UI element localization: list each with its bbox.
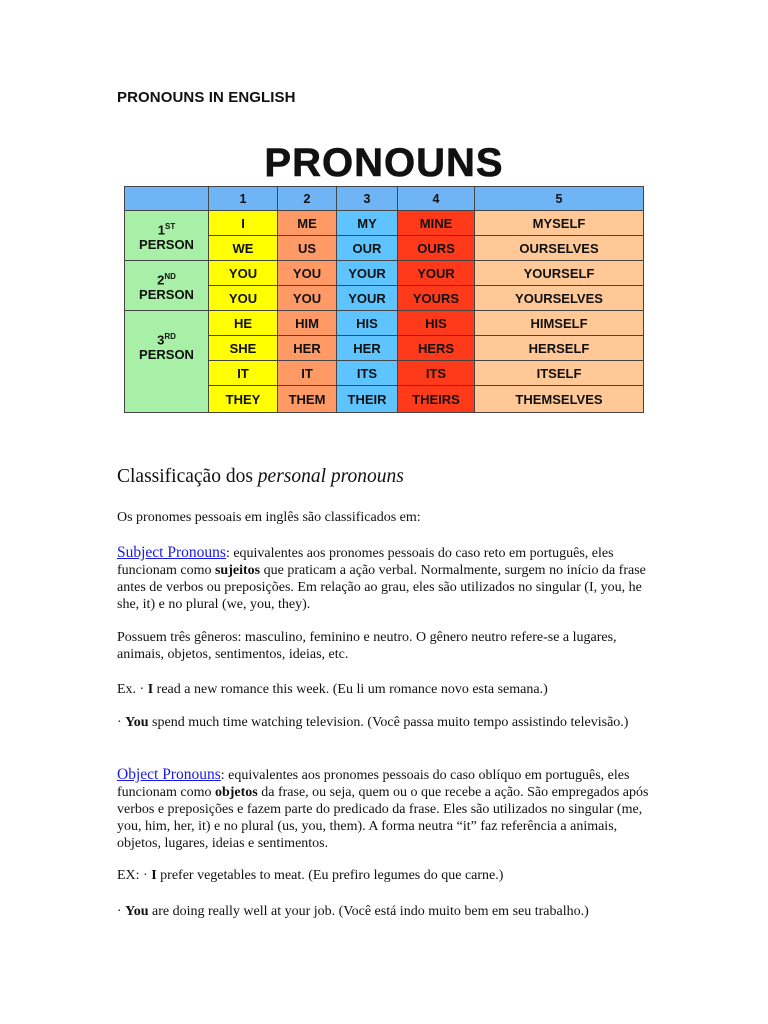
subject-pronouns-link[interactable]: Subject Pronouns [117, 544, 226, 561]
header-cell-empty [125, 187, 209, 211]
table-cell: YOUR [337, 261, 398, 286]
example-2: · You spend much time watching television. (Você passa muito tempo assistindo televisão.) [117, 715, 629, 730]
table-cell: HIS [398, 311, 475, 336]
table-cell: MINE [398, 211, 475, 236]
example-4: · You are doing really well at your job. (Você está indo muito bem em seu trabalho.) [117, 904, 589, 919]
table-cell: ITS [398, 361, 475, 386]
table-cell: YOU [209, 261, 278, 286]
header-cell: 5 [475, 187, 644, 211]
table-cell: OURS [398, 236, 475, 261]
table-cell: HIMSELF [475, 311, 644, 336]
table-cell: HE [209, 311, 278, 336]
table-cell: MY [337, 211, 398, 236]
table-cell: MYSELF [475, 211, 644, 236]
table-cell: THEM [278, 386, 337, 413]
pronouns-table [124, 186, 644, 413]
table-header-row [125, 187, 644, 211]
table-cell: THEIRS [398, 386, 475, 413]
table-cell: SHE [209, 336, 278, 361]
section-heading-italic: personal pronouns [257, 466, 404, 487]
table-cell: IT [209, 361, 278, 386]
table-cell: HERS [398, 336, 475, 361]
person-label-first: 1ST PERSON [125, 211, 209, 261]
table-cell: YOURSELF [475, 261, 644, 286]
example-3: EX: · I prefer vegetables to meat. (Eu prefiro legumes do que carne.) [117, 868, 504, 883]
table-cell: OUR [337, 236, 398, 261]
document-title: PRONOUNS IN ENGLISH [117, 89, 296, 106]
pronouns-graphic-title: PRONOUNS [264, 141, 504, 185]
header-cell: 1 [209, 187, 278, 211]
table-cell: HIM [278, 311, 337, 336]
table-cell: THEIR [337, 386, 398, 413]
table-cell: IT [278, 361, 337, 386]
table-cell: YOUR [398, 261, 475, 286]
table-cell: US [278, 236, 337, 261]
table-cell: I [209, 211, 278, 236]
table-cell: HERSELF [475, 336, 644, 361]
header-cell: 3 [337, 187, 398, 211]
table-cell: YOU [209, 286, 278, 311]
object-pronouns-paragraph: Object Pronouns: equivalentes aos pronomes pessoais do caso oblíquo em português, eles funcionam como objetos da frase, ou seja, quem ou o que recebe a ação. São empregados após verbos e preposições e fazem parte do predicado da frase. Eles são utilizados no singular (me, you, him, her, it) e no plural (us, you, them). A forma neutra “it” faz referência a animais, objetos, lugares, ideias e sentimentos. [117, 766, 649, 851]
intro-paragraph: Os pronomes pessoais em inglês são classificados em: [117, 510, 421, 525]
table-cell: THEY [209, 386, 278, 413]
genders-paragraph: Possuem três gêneros: masculino, feminino e neutro. O gênero neutro refere-se a lugares, animais, objetos, sentimentos, ideias, etc. [117, 630, 617, 662]
example-1: Ex. · I read a new romance this week. (Eu li um romance novo esta semana.) [117, 682, 548, 697]
table-cell: HER [278, 336, 337, 361]
person-label-second: 2ND PERSON [125, 261, 209, 311]
table-cell: ITS [337, 361, 398, 386]
table-row [125, 211, 644, 236]
table-row [125, 261, 644, 286]
table-cell: HIS [337, 311, 398, 336]
table-cell: HER [337, 336, 398, 361]
table-cell: THEMSELVES [475, 386, 644, 413]
table-cell: OURSELVES [475, 236, 644, 261]
table-row [125, 311, 644, 336]
table-cell: WE [209, 236, 278, 261]
header-cell: 2 [278, 187, 337, 211]
table-cell: YOURS [398, 286, 475, 311]
table-cell: YOU [278, 286, 337, 311]
header-cell: 4 [398, 187, 475, 211]
table-cell: YOUR [337, 286, 398, 311]
table-cell: YOURSELVES [475, 286, 644, 311]
person-label-third: 3RD PERSON [125, 311, 209, 413]
table-cell: ME [278, 211, 337, 236]
object-pronouns-link[interactable]: Object Pronouns [117, 766, 221, 783]
table-cell: YOU [278, 261, 337, 286]
section-heading: Classificação dos personal pronouns [117, 466, 404, 487]
subject-pronouns-paragraph: Subject Pronouns: equivalentes aos pronomes pessoais do caso reto em português, eles funcionam como sujeitos que praticam a ação verbal. Normalmente, surgem no início da frase antes de verbos ou preposições. Em relação ao grau, eles são utilizados no singular (I, you, he she, it) e no plural (we, you, they). [117, 544, 646, 612]
table-cell: ITSELF [475, 361, 644, 386]
